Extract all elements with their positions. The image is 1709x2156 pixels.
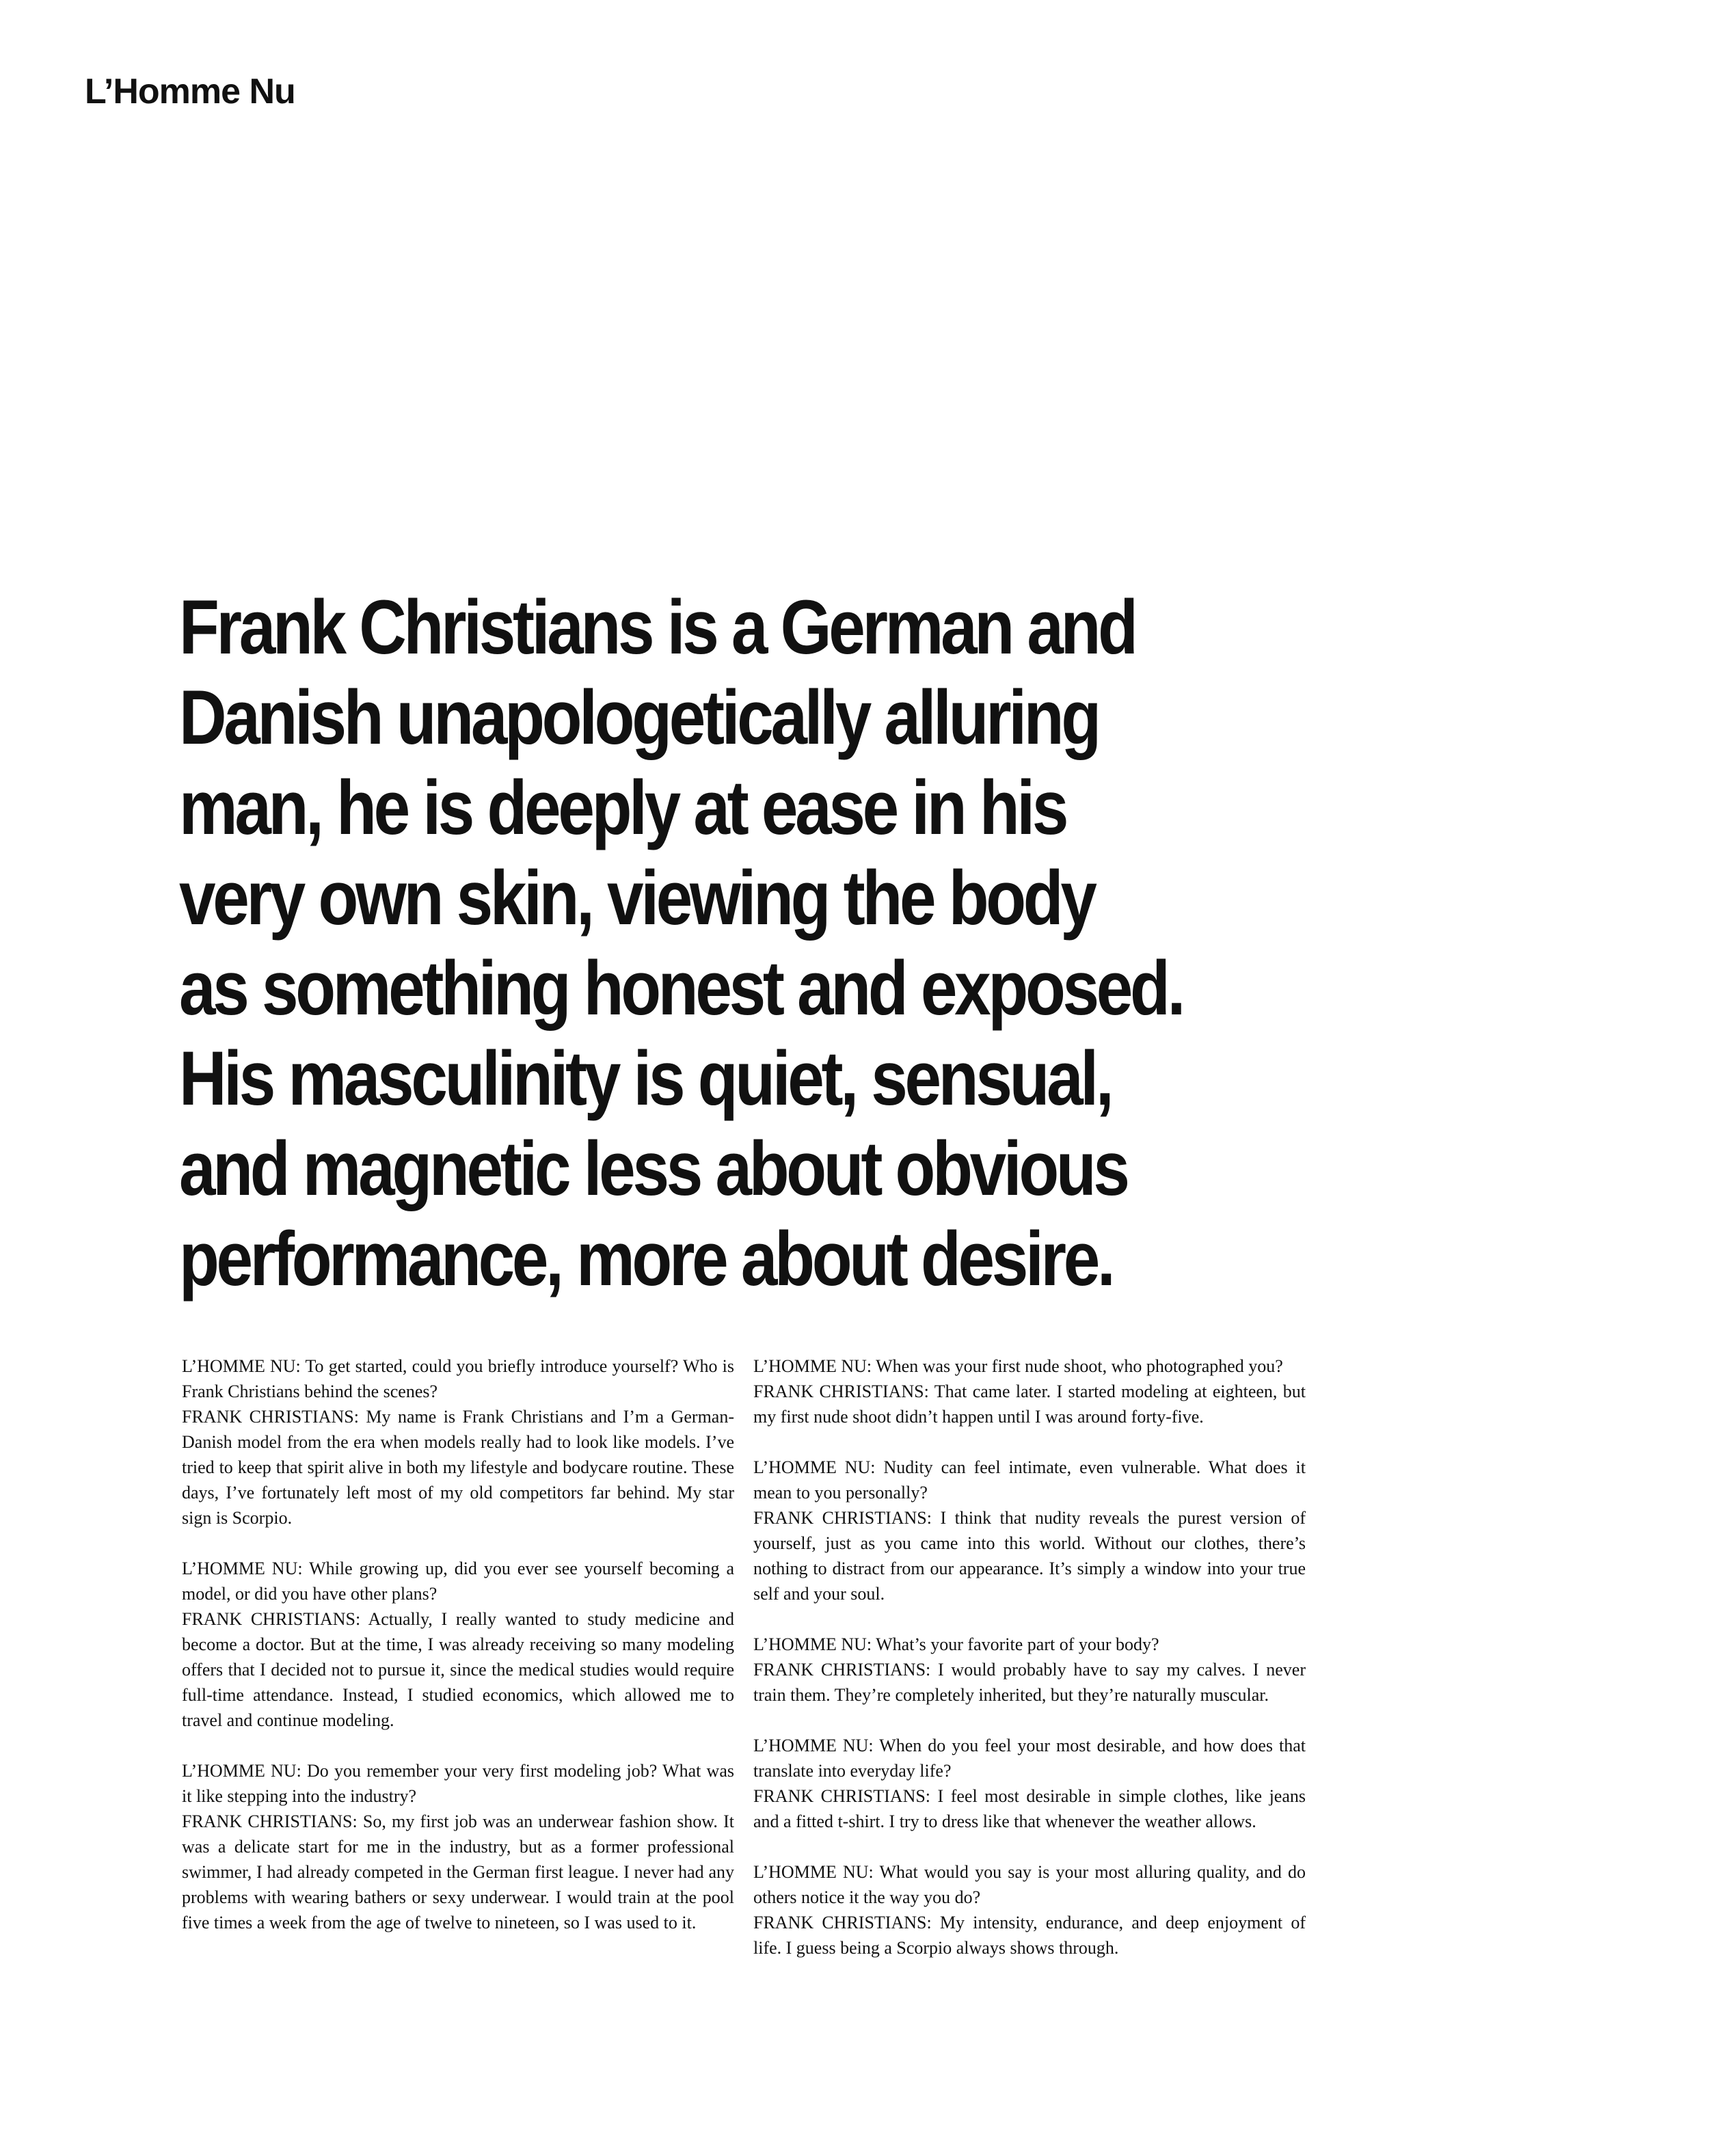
headline-line: Frank Christians is a German and [179,584,1135,670]
magazine-title: L’Homme Nu [85,72,295,111]
qa-block [753,1859,1306,1960]
headline-line: as something honest and exposed. [179,945,1183,1031]
interview-column-right [753,1353,1306,1986]
qa-block [182,1758,734,1935]
qa-block [753,1353,1306,1429]
interview-answer: FRANK CHRISTIANS: I think that nudity reveals the purest version of yourself, just as you came into this world. Without our clothes, there’s nothing to distract from our appearance. It’s simply a window into your true self and your soul. [753,1508,1306,1604]
interview-question: L’HOMME NU: What would you say is your most alluring quality, and do others notice it the way you do? [753,1862,1306,1907]
interview-answer: FRANK CHRISTIANS: Actually, I really wanted to study medicine and become a doctor. But at the time, I was already receiving so many modeling offers that I decided not to pursue it, since the medical studies would require full-time attendance. Instead, I studied economics, which allowed me to travel and continue modeling. [182,1609,734,1730]
interview-answer: FRANK CHRISTIANS: I feel most desirable in simple clothes, like jeans and a fitted t-shirt. I try to dress like that whenever the weather allows. [753,1786,1306,1831]
qa-block [753,1455,1306,1606]
interview-question: L’HOMME NU: To get started, could you briefly introduce yourself? Who is Frank Christians behind the scenes? [182,1356,734,1401]
qa-block [182,1353,734,1531]
interview-answer: FRANK CHRISTIANS: My intensity, endurance, and deep enjoyment of life. I guess being a Scorpio always shows through. [753,1913,1306,1958]
interview-question: L’HOMME NU: While growing up, did you ever see yourself becoming a model, or did you have other plans? [182,1559,734,1604]
headline-line: man, he is deeply at ease in his [179,765,1066,850]
interview-answer: FRANK CHRISTIANS: That came later. I started modeling at eighteen, but my first nude shoot didn’t happen until I was around forty-five. [753,1382,1306,1427]
interview-question: L’HOMME NU: When was your first nude shoot, who photographed you? [753,1356,1283,1376]
interview-answer: FRANK CHRISTIANS: My name is Frank Christians and I’m a German-Danish model from the era when models really had to look like models. I’ve tried to keep that spirit alive in both my lifestyle and bodycare routine. These days, I’ve fortunately left most of my old competitors far behind. My star sign is Scorpio. [182,1407,734,1528]
headline [179,582,1214,1304]
qa-block [753,1733,1306,1834]
interview-answer: FRANK CHRISTIANS: So, my first job was an underwear fashion show. It was a delicate start for me in the industry, but as a former professional swimmer, I had already competed in the German first league. I never had any problems with wearing bathers or sexy underwear. I would train at the pool five times a week from the age of twelve to nineteen, so I was used to it. [182,1811,734,1932]
qa-block [753,1632,1306,1708]
headline-line: His masculinity is quiet, sensual, [179,1036,1112,1121]
interview-question: L’HOMME NU: When do you feel your most desirable, and how does that translate into everyday life? [753,1736,1306,1781]
interview-question: L’HOMME NU: Nudity can feel intimate, even vulnerable. What does it mean to you personally? [753,1457,1306,1503]
headline-line: performance, more about desire. [179,1216,1113,1302]
headline-line: very own skin, viewing the body [179,855,1094,941]
interview-column-left [182,1353,734,1960]
interview-question: L’HOMME NU: Do you remember your very first modeling job? What was it like stepping into the industry? [182,1761,734,1806]
interview-question: L’HOMME NU: What’s your favorite part of your body? [753,1634,1159,1654]
qa-block [182,1556,734,1733]
headline-line: Danish unapologetically alluring [179,675,1099,760]
headline-line: and magnetic less about obvious [179,1126,1127,1211]
interview-answer: FRANK CHRISTIANS: I would probably have to say my calves. I never train them. They’re completely inherited, but they’re naturally muscular. [753,1660,1306,1705]
